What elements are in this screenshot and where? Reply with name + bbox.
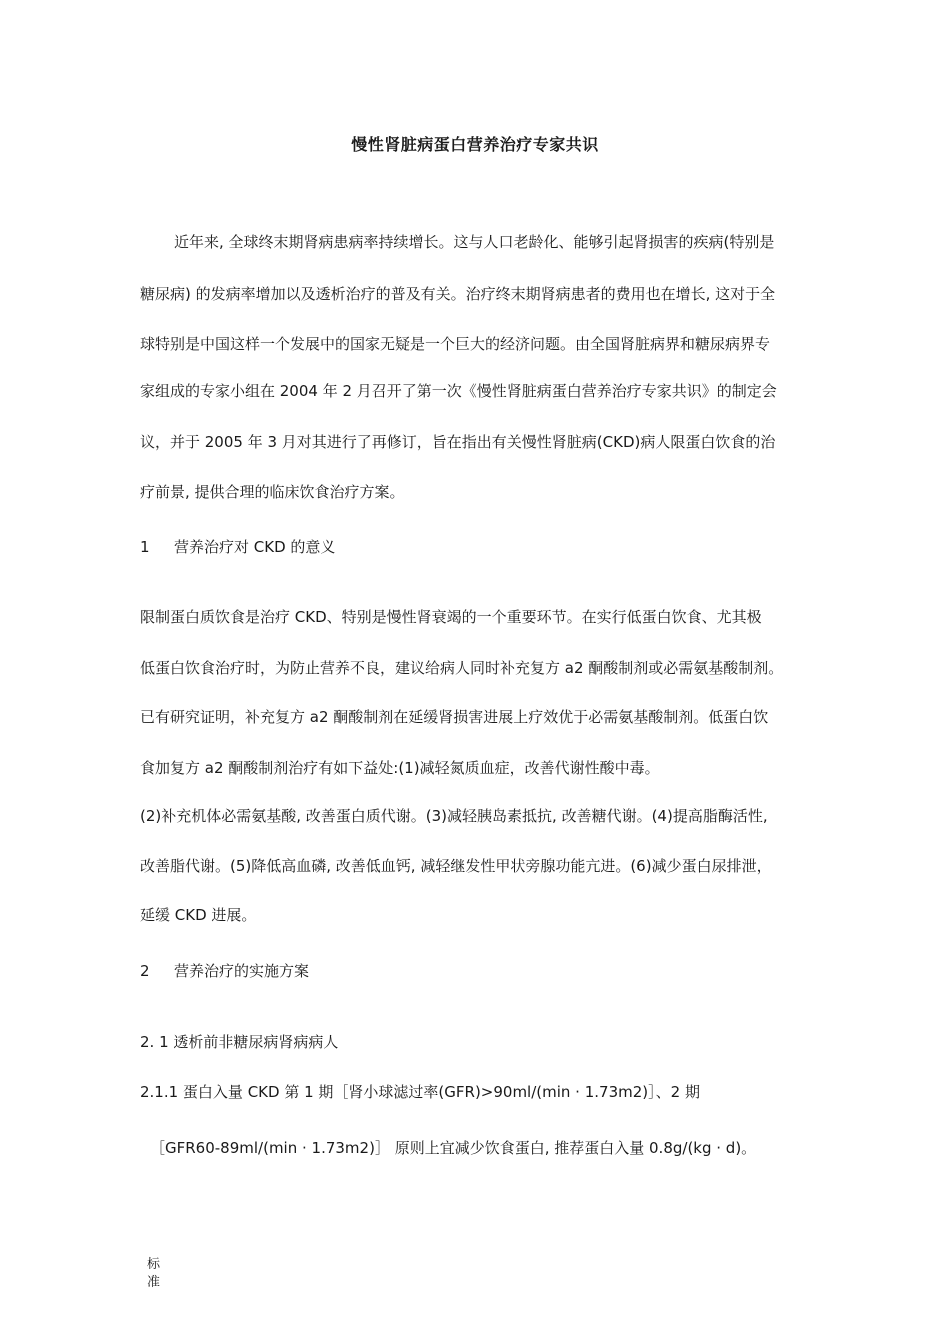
intro-line-1: 近年来, 全球终末期肾病患病率持续增长。这与人口老龄化、能够引起肾损害的疾病(特别是	[174, 233, 775, 251]
section-2-number: 2	[140, 962, 150, 980]
section-1-line-4: 食加复方 a2 酮酸制剂治疗有如下益处:(1)减轻氮质血症，改善代谢性酸中毒。	[140, 759, 660, 777]
section-1-line-1: 限制蛋白质饮食是治疗 CKD、特别是慢性肾衰竭的一个重要环节。在实行低蛋白饮食、尤其极	[140, 608, 762, 626]
section-1-line-7: 延缓 CKD 进展。	[140, 906, 257, 924]
intro-line-6: 疗前景, 提供合理的临床饮食治疗方案。	[140, 483, 405, 501]
section-1-line-3: 已有研究证明，补充复方 a2 酮酸制剂在延缓肾损害进展上疗效优于必需氨基酸制剂。低蛋白饮	[140, 708, 769, 726]
section-2-1-1-line-2: ［GFR60-89ml/(min · 1.73m2)］ 原则上宜减少饮食蛋白, 推荐蛋白入量 0.8g/(kg · d)。	[150, 1139, 757, 1157]
section-1-heading: 营养治疗对 CKD 的意义	[174, 538, 336, 556]
intro-line-3: 球特别是中国这样一个发展中的国家无疑是一个巨大的经济问题。由全国肾脏病界和糖尿病界专	[140, 335, 771, 353]
intro-line-5: 议，并于 2005 年 3 月对其进行了再修订，旨在指出有关慢性肾脏病(CKD)病人限蛋白饮食的治	[140, 433, 776, 451]
section-1-line-6: 改善脂代谢。(5)降低高血磷, 改善低血钙, 减轻继发性甲状旁腺功能亢进。(6)减少蛋白尿排泄，	[140, 857, 772, 875]
document-title: 慢性肾脏病蛋白营养治疗专家共识	[351, 135, 599, 154]
section-2-heading: 营养治疗的实施方案	[174, 962, 310, 980]
section-1-line-5: (2)补充机体必需氨基酸, 改善蛋白质代谢。(3)减轻胰岛素抵抗, 改善糖代谢。(4)提高脂酶活性,	[140, 807, 768, 825]
intro-line-2: 糖尿病) 的发病率增加以及透析治疗的普及有关。治疗终末期肾病患者的费用也在增长, 这对于全	[140, 285, 776, 303]
intro-line-4: 家组成的专家小组在 2004 年 2 月召开了第一次《慢性肾脏病蛋白营养治疗专家共识》的制定会	[140, 382, 777, 400]
section-2-1-1-line-1: 2.1.1 蛋白入量 CKD 第 1 期［肾小球滤过率(GFR)>90ml/(min · 1.73m2)］、2 期	[140, 1083, 700, 1101]
section-1-line-2: 低蛋白饮食治疗时，为防止营养不良，建议给病人同时补充复方 a2 酮酸制剂或必需氨基酸制剂。	[140, 659, 784, 677]
page-footer-label: 标准	[147, 1257, 161, 1290]
section-1-number: 1	[140, 538, 150, 556]
section-2-1-heading: 2. 1 透析前非糖尿病肾病病人	[140, 1033, 339, 1051]
